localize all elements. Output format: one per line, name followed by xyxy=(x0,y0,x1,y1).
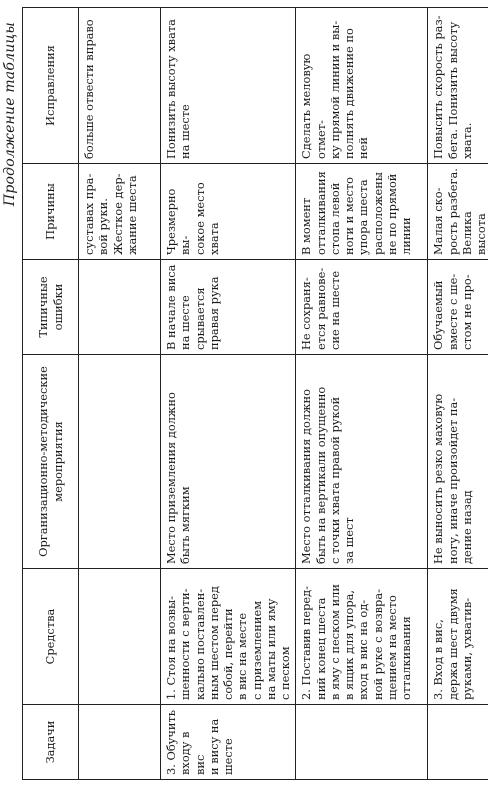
cell-measures: Не выносить резко маховую ногу, иначе произойдет па- дение назад xyxy=(428,355,488,569)
cell-causes: суставах пра- вой руки. Жесткое дер- жание шеста xyxy=(79,164,161,260)
cell-corrections: Повысить скорость раз- бега. Понизить высоту хвата. xyxy=(428,8,488,164)
cell-causes: В момент отталкивания стопа левой ноги и место упора шеста расположены не по прямой линии xyxy=(296,164,428,260)
cell-tasks xyxy=(79,705,161,780)
cell-corrections: Понизить высоту хвата на шесте xyxy=(161,8,296,164)
cell-errors: Обучаемый вместе с ше- стом не про- xyxy=(428,260,488,355)
table-row xyxy=(79,8,161,780)
col-header-errors: Типичные ошибки xyxy=(23,260,79,355)
cell-measures: Место приземления должно быть мягким xyxy=(161,355,296,569)
page-header: Продолжение таблицы xyxy=(2,22,18,207)
table-row xyxy=(161,8,296,780)
cell-tasks: 3. Обучить входу в вис и вису на шесте xyxy=(161,705,296,780)
col-header-measures: Организационно-методические мероприятия xyxy=(23,355,79,569)
cell-errors: Не сохраня- ется равнове- сие на шесте xyxy=(296,260,428,355)
cell-tasks xyxy=(428,705,488,780)
table-row xyxy=(296,8,428,780)
col-header-causes: Причины xyxy=(23,164,79,260)
cell-measures xyxy=(79,355,161,569)
methods-table xyxy=(22,7,488,780)
cell-means: 3. Вход в вис, держа шест двумя руками, ухватив- xyxy=(428,569,488,705)
table-header-row xyxy=(23,8,79,780)
cell-tasks xyxy=(296,705,428,780)
cell-means xyxy=(79,569,161,705)
cell-means: 1. Стоя на возвы- шенности с верти- кально поставлен- ным шестом перед собой, перейти в вис на месте с приземлением на маты или яму с песком xyxy=(161,569,296,705)
cell-measures: Место отталкивания должно быть на вертикали опущенно с точки хвата правой рукой за шест xyxy=(296,355,428,569)
cell-errors xyxy=(79,260,161,355)
col-header-tasks: Задачи xyxy=(23,705,79,780)
cell-errors: В начале виса на шесте срывается правая рука xyxy=(161,260,296,355)
cell-corrections: Сделать меловую отмет- ку прямой линии и вы- полнять движение по ней xyxy=(296,8,428,164)
col-header-corrections: Исправления xyxy=(23,8,79,164)
cell-causes: Малая ско- рость разбега. Велика высота xyxy=(428,164,488,260)
table-row xyxy=(428,8,488,780)
cell-corrections: больше отвести вправо xyxy=(79,8,161,164)
cell-means: 2. Поставив перед- ний конец шеста в яму с песком или в ящик для упора, вход в вис на од- ной руке с возвра- щением на место отталкивания xyxy=(296,569,428,705)
cell-causes: Чрезмерно вы- сокое место хвата xyxy=(161,164,296,260)
col-header-means: Средства xyxy=(23,569,79,705)
